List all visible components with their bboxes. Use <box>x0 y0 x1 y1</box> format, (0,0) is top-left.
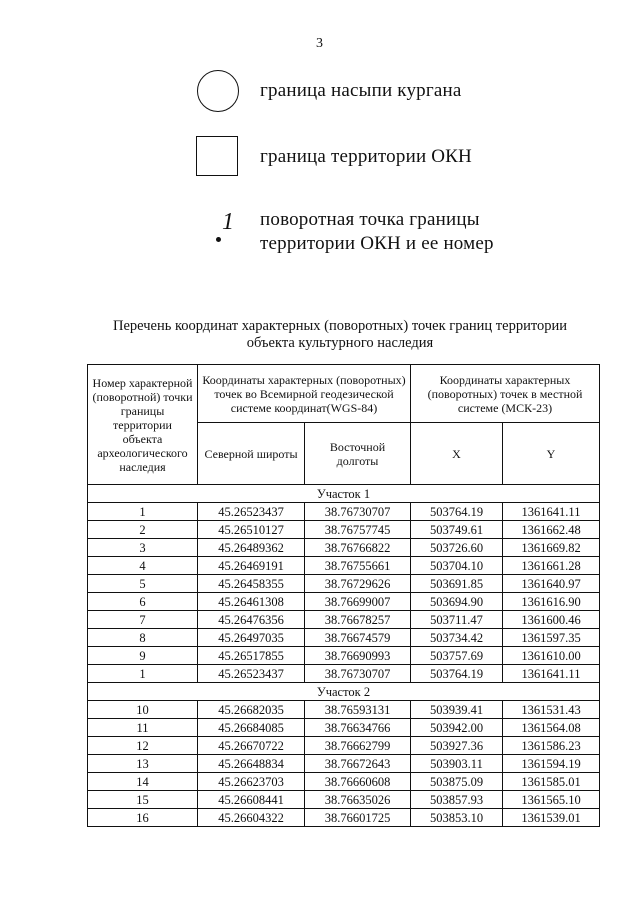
cell-east-longitude: 38.76699007 <box>305 593 411 611</box>
section-row <box>88 485 600 503</box>
cell-x: 503704.10 <box>411 557 503 575</box>
cell-y: 1361669.82 <box>503 539 600 557</box>
table-row <box>88 701 600 719</box>
cell-point-number: 14 <box>88 773 198 791</box>
cell-x: 503711.47 <box>411 611 503 629</box>
page-number: 3 <box>316 36 323 51</box>
cell-y: 1361610.00 <box>503 647 600 665</box>
cell-y: 1361531.43 <box>503 701 600 719</box>
cell-east-longitude: 38.76690993 <box>305 647 411 665</box>
cell-y: 1361539.01 <box>503 809 600 827</box>
cell-north-latitude: 45.26469191 <box>198 557 305 575</box>
cell-point-number: 2 <box>88 521 198 539</box>
cell-point-number: 3 <box>88 539 198 557</box>
cell-east-longitude: 38.76672643 <box>305 755 411 773</box>
cell-y: 1361586.23 <box>503 737 600 755</box>
cell-north-latitude: 45.26523437 <box>198 503 305 521</box>
header-point-number: Номер характерной (поворотной) точки границы территории объекта археологического наследия <box>88 365 198 485</box>
cell-north-latitude: 45.26461308 <box>198 593 305 611</box>
legend-text-point-line2: территории ОКН и ее номер <box>260 233 494 254</box>
cell-north-latitude: 45.26517855 <box>198 647 305 665</box>
header-x: X <box>411 423 503 485</box>
cell-y: 1361565.10 <box>503 791 600 809</box>
table-row <box>88 719 600 737</box>
cell-x: 503764.19 <box>411 665 503 683</box>
table-row <box>88 647 600 665</box>
table-title <box>60 318 620 352</box>
table-row <box>88 539 600 557</box>
cell-north-latitude: 45.26458355 <box>198 575 305 593</box>
section-title: Участок 1 <box>88 485 600 503</box>
header-north-latitude: Северной широты <box>198 423 305 485</box>
circle-icon <box>196 70 238 112</box>
cell-x: 503726.60 <box>411 539 503 557</box>
table-row <box>88 791 600 809</box>
header-east-longitude: Восточной долготы <box>305 423 411 485</box>
cell-y: 1361640.97 <box>503 575 600 593</box>
cell-point-number: 7 <box>88 611 198 629</box>
cell-x: 503939.41 <box>411 701 503 719</box>
cell-east-longitude: 38.76634766 <box>305 719 411 737</box>
cell-y: 1361662.48 <box>503 521 600 539</box>
table-body <box>88 485 600 827</box>
cell-y: 1361564.08 <box>503 719 600 737</box>
cell-north-latitude: 45.26489362 <box>198 539 305 557</box>
table-row <box>88 755 600 773</box>
cell-east-longitude: 38.76730707 <box>305 665 411 683</box>
section-row <box>88 683 600 701</box>
cell-x: 503734.42 <box>411 629 503 647</box>
cell-east-longitude: 38.76755661 <box>305 557 411 575</box>
table-row <box>88 665 600 683</box>
legend-text-mound: граница насыпи кургана <box>260 80 462 101</box>
cell-point-number: 1 <box>88 665 198 683</box>
cell-y: 1361597.35 <box>503 629 600 647</box>
table-row <box>88 809 600 827</box>
table-row <box>88 611 600 629</box>
cell-y: 1361616.90 <box>503 593 600 611</box>
cell-x: 503749.61 <box>411 521 503 539</box>
cell-point-number: 13 <box>88 755 198 773</box>
cell-north-latitude: 45.26497035 <box>198 629 305 647</box>
table-row <box>88 557 600 575</box>
cell-north-latitude: 45.26670722 <box>198 737 305 755</box>
table-row <box>88 593 600 611</box>
cell-east-longitude: 38.76674579 <box>305 629 411 647</box>
table-row <box>88 575 600 593</box>
turning-point-icon <box>196 211 238 253</box>
cell-point-number: 16 <box>88 809 198 827</box>
cell-y: 1361585.01 <box>503 773 600 791</box>
cell-x: 503694.90 <box>411 593 503 611</box>
cell-east-longitude: 38.76729626 <box>305 575 411 593</box>
cell-point-number: 15 <box>88 791 198 809</box>
legend-text-territory: граница территории ОКН <box>260 146 472 167</box>
cell-north-latitude: 45.26510127 <box>198 521 305 539</box>
cell-y: 1361594.19 <box>503 755 600 773</box>
cell-north-latitude: 45.26682035 <box>198 701 305 719</box>
cell-point-number: 10 <box>88 701 198 719</box>
table-row <box>88 773 600 791</box>
cell-east-longitude: 38.76678257 <box>305 611 411 629</box>
cell-point-number: 4 <box>88 557 198 575</box>
cell-north-latitude: 45.26476356 <box>198 611 305 629</box>
table-row <box>88 629 600 647</box>
coordinates-table <box>87 364 600 827</box>
cell-y: 1361600.46 <box>503 611 600 629</box>
cell-east-longitude: 38.76660608 <box>305 773 411 791</box>
cell-east-longitude: 38.76766822 <box>305 539 411 557</box>
point-dot <box>216 237 221 242</box>
table-title-line1: Перечень координат характерных (поворотных) точек границ территории <box>112 318 568 334</box>
cell-east-longitude: 38.76730707 <box>305 503 411 521</box>
point-number-label: 1 <box>222 209 234 235</box>
cell-north-latitude: 45.26684085 <box>198 719 305 737</box>
cell-point-number: 9 <box>88 647 198 665</box>
cell-x: 503903.11 <box>411 755 503 773</box>
cell-north-latitude: 45.26608441 <box>198 791 305 809</box>
cell-east-longitude: 38.76757745 <box>305 521 411 539</box>
table-title-line2: объекта культурного наследия <box>246 335 434 351</box>
cell-point-number: 12 <box>88 737 198 755</box>
legend-text-point <box>260 208 494 256</box>
cell-x: 503857.93 <box>411 791 503 809</box>
cell-x: 503764.19 <box>411 503 503 521</box>
cell-point-number: 1 <box>88 503 198 521</box>
cell-east-longitude: 38.76635026 <box>305 791 411 809</box>
cell-y: 1361641.11 <box>503 503 600 521</box>
square-icon <box>196 136 238 178</box>
cell-x: 503691.85 <box>411 575 503 593</box>
table-row <box>88 503 600 521</box>
cell-x: 503875.09 <box>411 773 503 791</box>
cell-east-longitude: 38.76601725 <box>305 809 411 827</box>
legend-item-territory <box>196 136 472 178</box>
section-title: Участок 2 <box>88 683 600 701</box>
cell-point-number: 11 <box>88 719 198 737</box>
legend-text-point-line1: поворотная точка границы <box>260 209 480 230</box>
header-msk23: Координаты характерных (поворотных) точек в местной системе (МСК-23) <box>411 365 600 423</box>
cell-north-latitude: 45.26604322 <box>198 809 305 827</box>
cell-north-latitude: 45.26623703 <box>198 773 305 791</box>
legend-item-point <box>196 208 494 256</box>
cell-north-latitude: 45.26648834 <box>198 755 305 773</box>
cell-x: 503853.10 <box>411 809 503 827</box>
cell-east-longitude: 38.76662799 <box>305 737 411 755</box>
table-row <box>88 737 600 755</box>
cell-point-number: 5 <box>88 575 198 593</box>
cell-y: 1361661.28 <box>503 557 600 575</box>
header-wgs84: Координаты характерных (поворотных) точек во Всемирной геодезической системе координат(WGS-84) <box>198 365 411 423</box>
table-row <box>88 521 600 539</box>
cell-east-longitude: 38.76593131 <box>305 701 411 719</box>
cell-y: 1361641.11 <box>503 665 600 683</box>
cell-point-number: 6 <box>88 593 198 611</box>
legend-item-mound <box>196 70 462 112</box>
cell-x: 503927.36 <box>411 737 503 755</box>
header-y: Y <box>503 423 600 485</box>
cell-point-number: 8 <box>88 629 198 647</box>
cell-x: 503757.69 <box>411 647 503 665</box>
cell-north-latitude: 45.26523437 <box>198 665 305 683</box>
cell-x: 503942.00 <box>411 719 503 737</box>
